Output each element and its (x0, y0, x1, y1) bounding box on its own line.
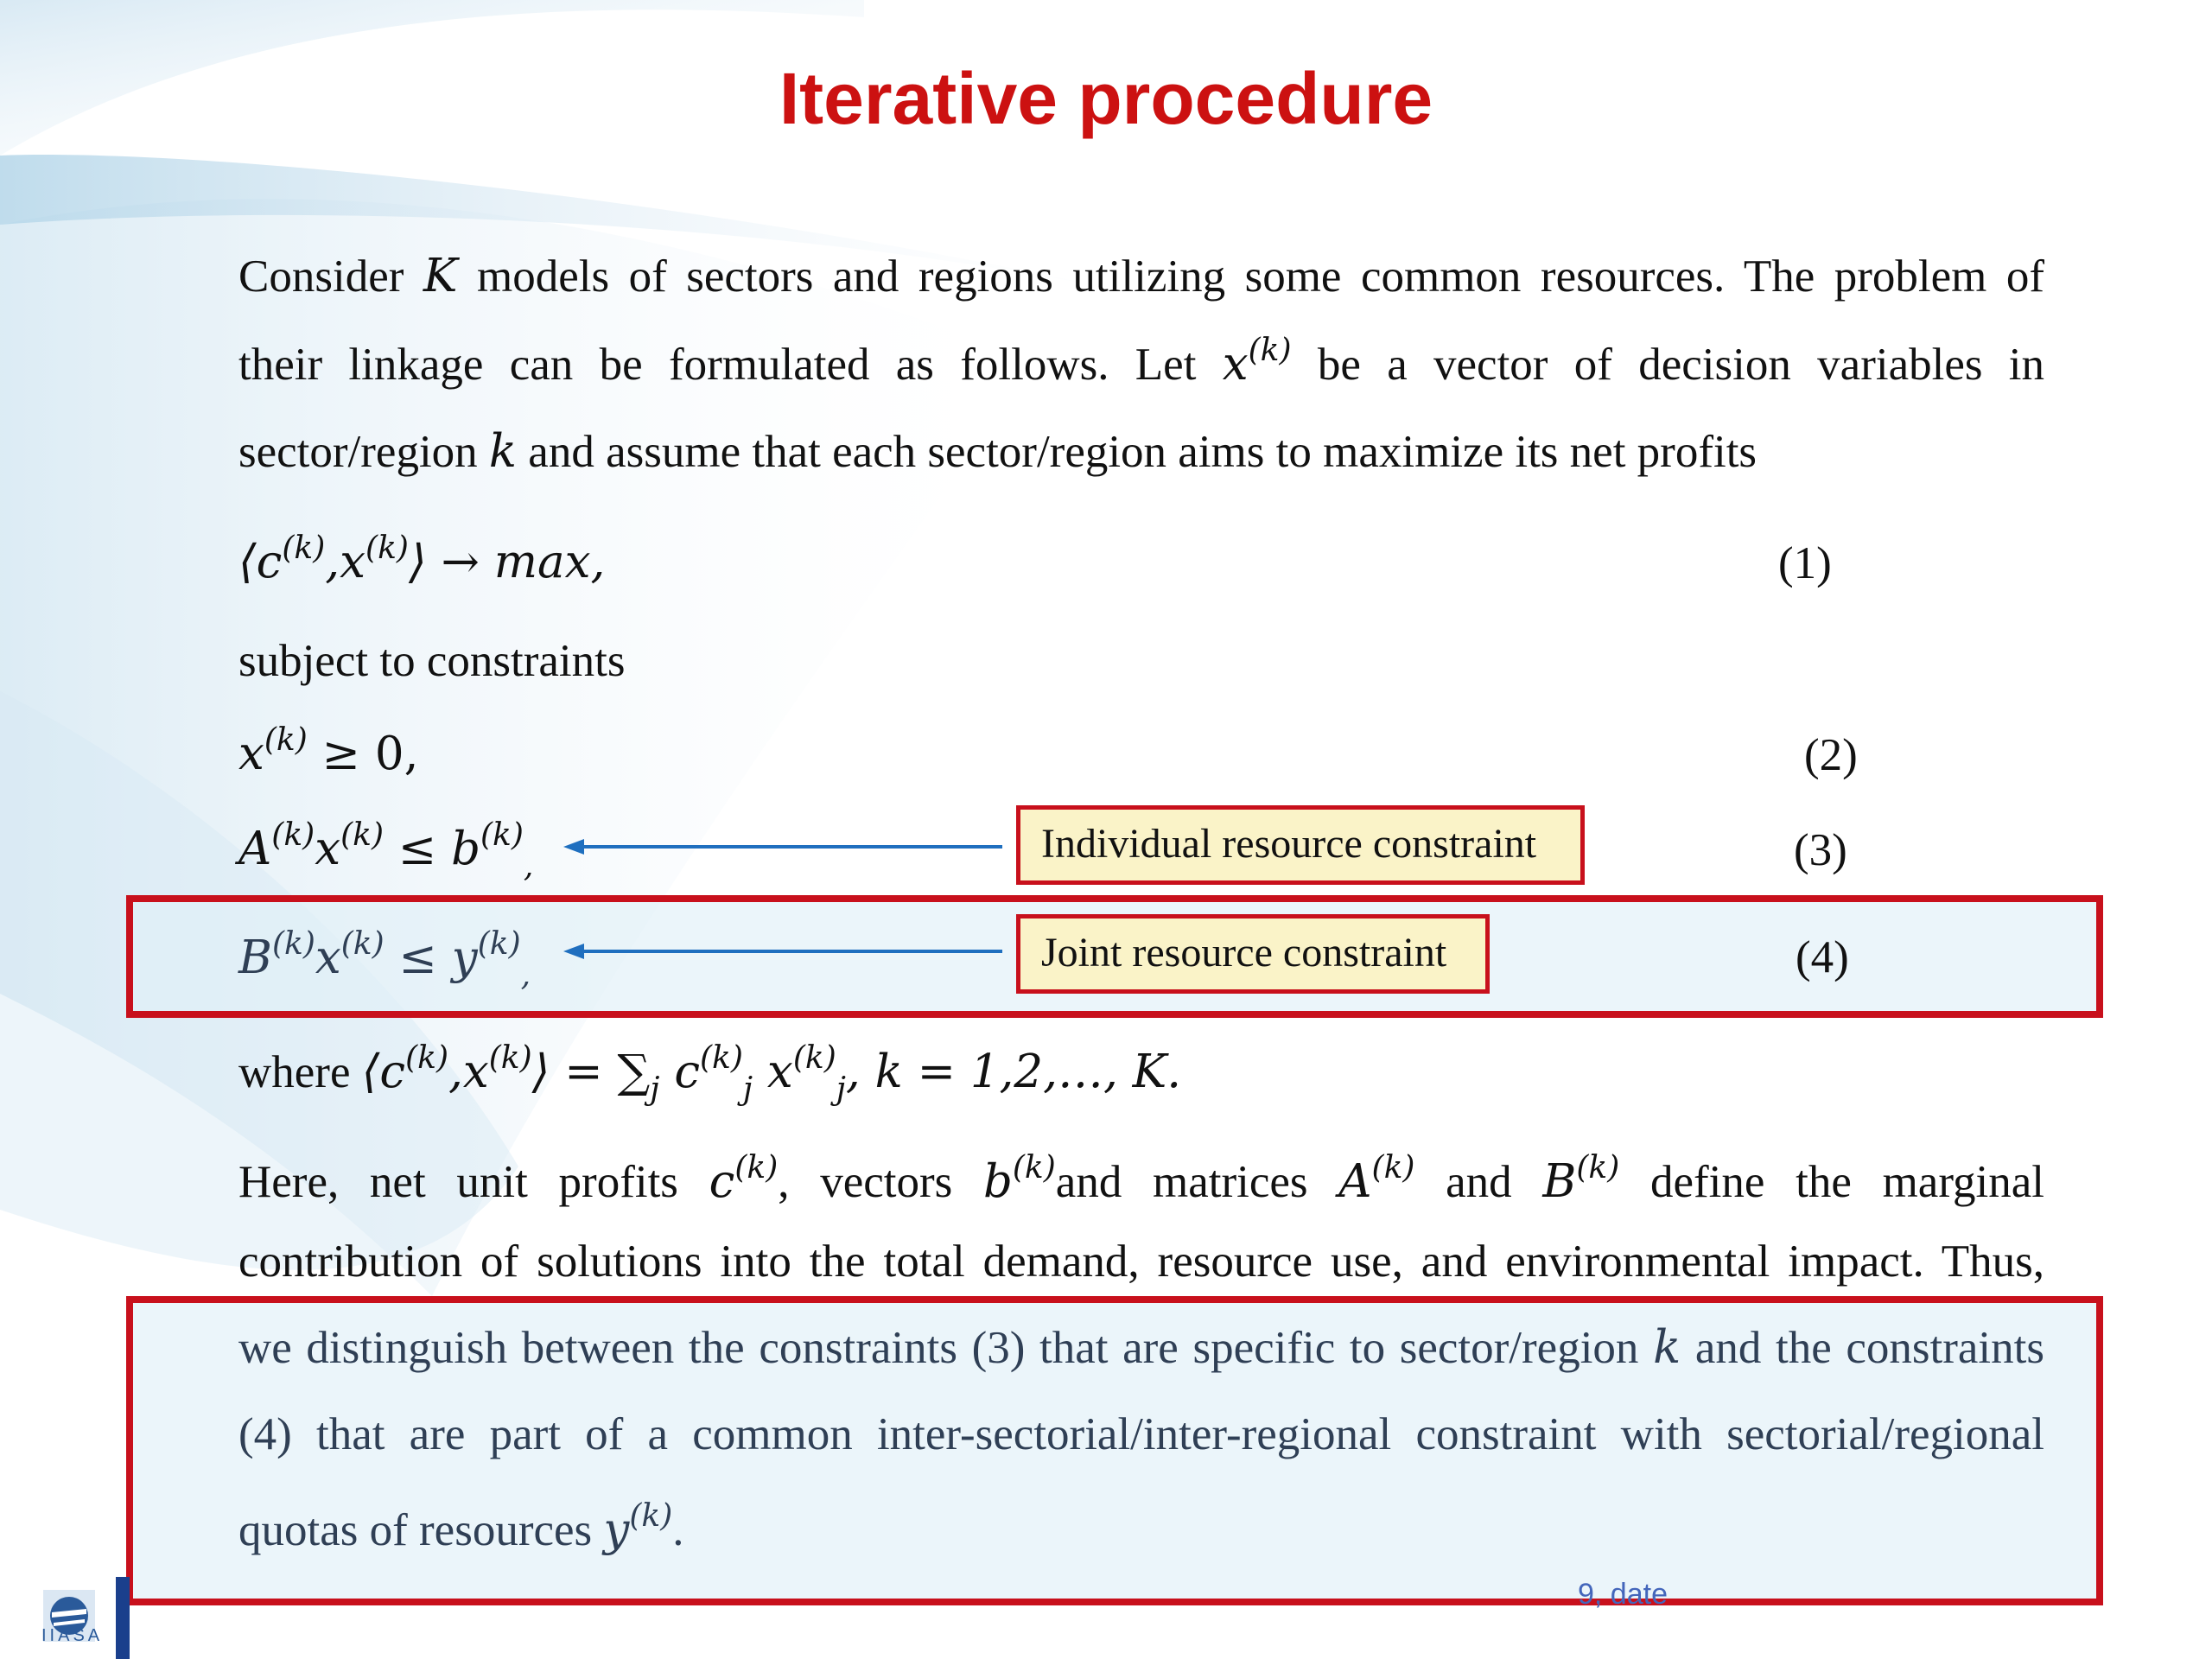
inner-product-definition: where $⟨c^{(k)},x^{(k)}⟩ = \sum_j$ $c^{(k)}_j$ $x^{(k)}_j$, k = 1,2,…, K. (238, 1040, 1182, 1107)
explanation-line2: contribution of solutions into the total demand, resource use, and environmental impact. Thus, (238, 1236, 2044, 1287)
equation-1: $⟨c^{(k)},x^{(k)}⟩ \to \max$, (238, 531, 606, 588)
arrow-to-equation-4 (562, 938, 1011, 964)
subject-to-label: subject to constraints (238, 636, 626, 686)
explanation-line5: quotas of resources $y^{(k)}$. (238, 1498, 684, 1556)
equation-number-4: (4) (1796, 932, 1849, 982)
equation-number-3: (3) (1794, 825, 1847, 875)
slide-title: Iterative procedure (779, 58, 1433, 139)
intro-paragraph-line3: sector/region k and assume that each sector/region aims to maximize its net profits (238, 425, 1758, 478)
equation-number-1: (1) (1778, 538, 1832, 588)
arrow-to-equation-3 (562, 834, 1011, 860)
equation-3: $A^{(k)}x^{(k)} \le b^{(k)}_,$ (238, 817, 534, 884)
explanation-line3: we distinguish between the constraints (3) that are specific to sector/region k and the constraints (238, 1321, 2044, 1374)
intro-paragraph: Consider K models of sectors and regions utilizing some common resources. The problem of (238, 250, 2044, 302)
intro-paragraph-line2: their linkage can be formulated as follows. Let $x^{(k)}$ be a vector of decision variables in (238, 333, 2044, 391)
equation-4: $B^{(k)}x^{(k)} \le y^{(k)}_,$ (238, 926, 531, 993)
equation-2: $x^{(k)} \ge 0$, (238, 722, 419, 780)
equation-number-2: (2) (1804, 730, 1858, 780)
slide-footer: 9, date (1578, 1578, 1668, 1611)
footer-accent-bar (116, 1577, 130, 1659)
explanation-line4: (4) that are part of a common inter-sectorial/inter-regional constraint with sectorial/regional (238, 1409, 2044, 1459)
individual-constraint-callout: Individual resource constraint (1016, 805, 1585, 885)
logo-text: IIASA (41, 1626, 104, 1645)
joint-constraint-callout: Joint resource constraint (1016, 914, 1490, 994)
explanation-line1: Here, net unit profits $c^{(k)}$, vectors $b^{(k)}and$ matrices $A^{(k)}$ and $B^{(k)}$ define the marginal (238, 1150, 2044, 1208)
